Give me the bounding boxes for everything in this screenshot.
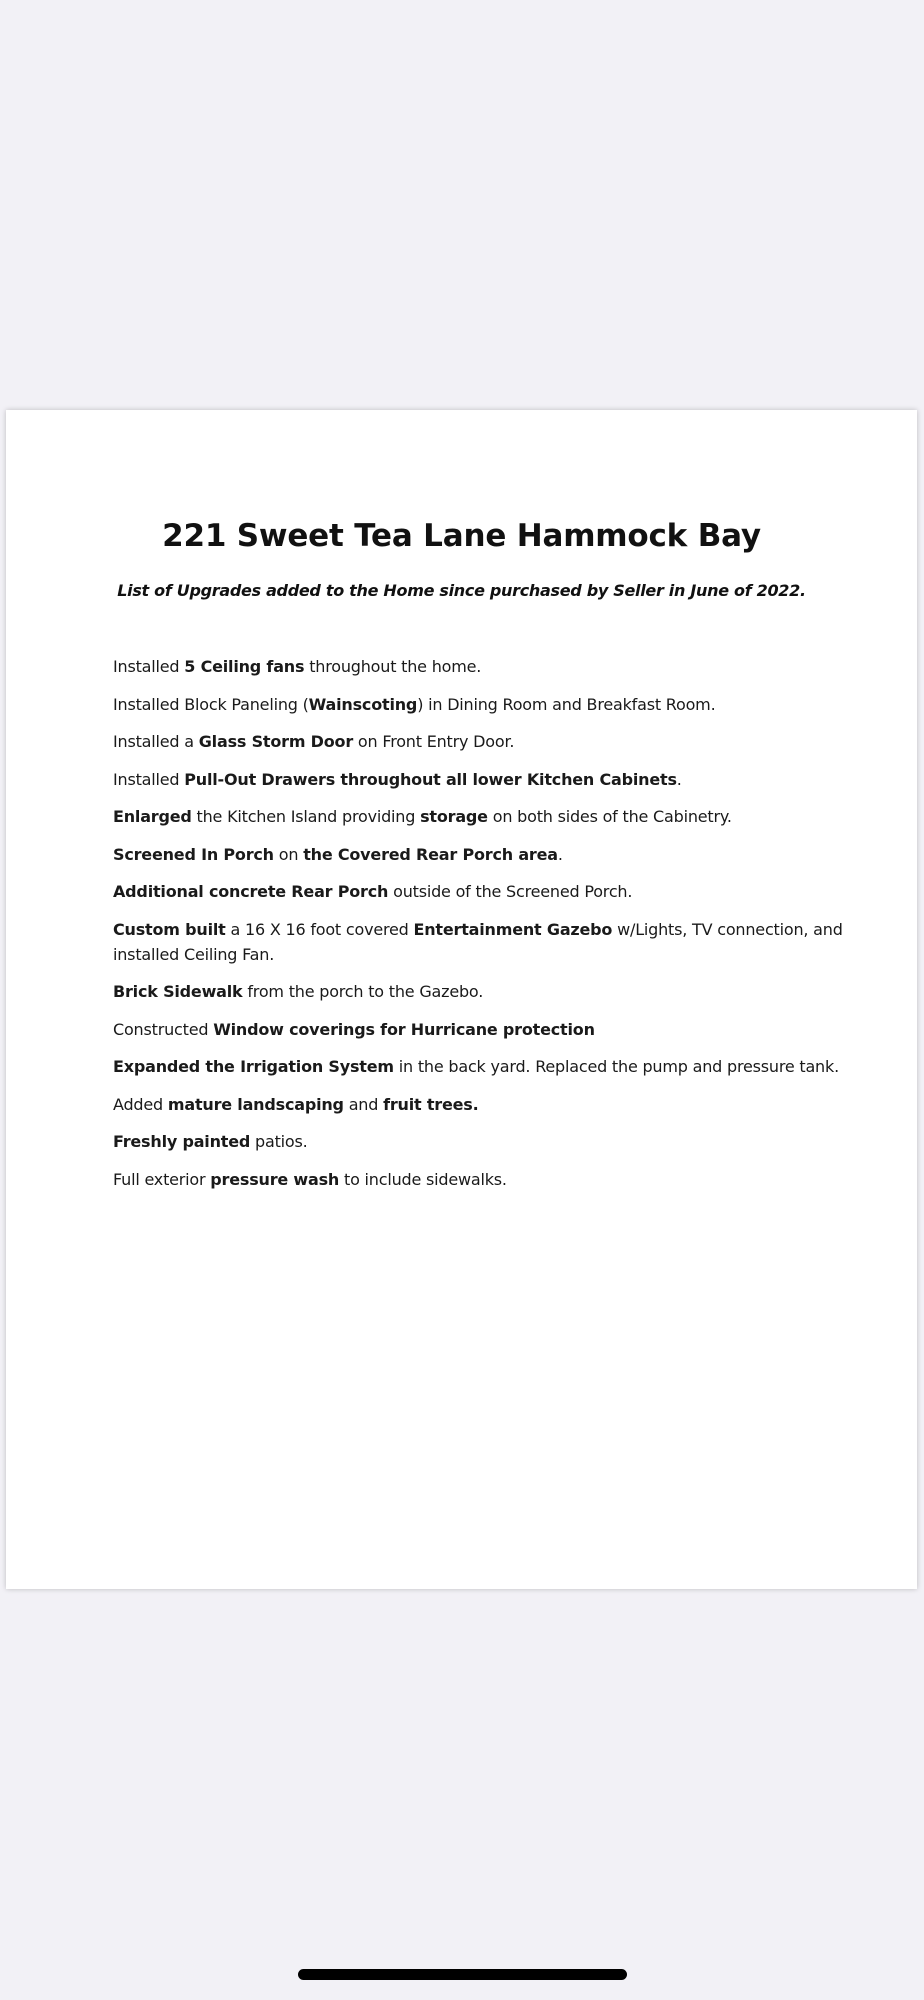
upgrade-item-highlight: Enlarged — [113, 807, 192, 826]
upgrade-item-text: patios. — [250, 1132, 308, 1151]
upgrade-item — [113, 1054, 843, 1079]
upgrade-item-highlight: storage — [420, 807, 488, 826]
upgrade-item-text: from the porch to the Gazebo. — [242, 982, 484, 1001]
upgrade-item — [113, 1092, 843, 1117]
upgrade-item-highlight: Screened In Porch — [113, 844, 274, 864]
upgrade-item-highlight: Brick Sidewalk — [113, 982, 243, 1001]
upgrade-item — [113, 767, 843, 792]
upgrade-item-highlight: mature landscaping — [167, 1094, 344, 1114]
upgrade-item — [113, 1129, 843, 1154]
upgrade-item-text: Constructed — [113, 1019, 214, 1039]
upgrade-item-text: Installed — [113, 657, 185, 676]
upgrade-item — [113, 1167, 843, 1192]
upgrade-item-text: in the back yard. Replaced the pump and pressure tank. — [393, 1057, 839, 1076]
upgrade-item-highlight: Window coverings for Hurricane protection — [213, 1019, 595, 1039]
document-page — [6, 410, 917, 1589]
upgrade-item — [113, 1017, 843, 1042]
upgrade-item-text: and — [343, 1094, 384, 1114]
upgrades-list — [113, 654, 843, 1204]
upgrade-item-highlight: pressure wash — [210, 1169, 340, 1189]
document-title: 221 Sweet Tea Lane Hammock Bay — [162, 518, 761, 554]
upgrade-item-highlight: Entertainment Gazebo — [413, 919, 613, 939]
upgrade-item-text: Installed a — [113, 732, 199, 751]
upgrade-item-text: ) in Dining Room and Breakfast Room. — [417, 694, 716, 714]
upgrade-item-text: . — [676, 769, 682, 789]
upgrade-item-highlight: fruit trees. — [383, 1094, 479, 1114]
upgrade-item — [113, 804, 843, 829]
upgrade-item-highlight: Glass Storm Door — [198, 732, 354, 751]
upgrade-item — [113, 842, 843, 867]
home-indicator[interactable] — [298, 1969, 627, 1980]
upgrade-item-text: to include sidewalks. — [339, 1169, 507, 1189]
upgrade-item-highlight: 5 Ceiling fans — [184, 657, 305, 676]
upgrade-item-highlight: Pull-Out Drawers throughout all lower Kitchen Cabinets — [184, 769, 677, 789]
upgrade-item-text: Added — [113, 1094, 168, 1114]
upgrade-item-highlight: Freshly painted — [113, 1132, 251, 1151]
upgrade-item-text: the Kitchen Island providing — [191, 807, 421, 826]
upgrade-item-highlight: Expanded the Irrigation System — [113, 1057, 394, 1076]
upgrade-item — [113, 917, 843, 967]
upgrade-item — [113, 979, 843, 1004]
upgrade-item-text: w/Lights, TV connection, and installed Ceiling Fan. — [113, 919, 843, 964]
upgrade-item-text: on both sides of the Cabinetry. — [487, 807, 732, 826]
upgrade-item — [113, 692, 843, 717]
upgrade-item — [113, 654, 843, 679]
upgrade-item-text: Installed Block Paneling ( — [113, 694, 309, 714]
upgrade-item-text: outside of the Screened Porch. — [388, 882, 633, 901]
upgrade-item-text: Installed — [113, 769, 185, 789]
upgrade-item-text: on — [273, 844, 304, 864]
upgrade-item-highlight: Additional concrete Rear Porch — [113, 882, 389, 901]
upgrade-item-text: a 16 X 16 foot covered — [225, 919, 414, 939]
upgrade-item — [113, 729, 843, 754]
upgrade-item-text: on Front Entry Door. — [353, 732, 515, 751]
upgrade-item-highlight: the Covered Rear Porch area — [303, 844, 558, 864]
upgrade-item-highlight: Custom built — [113, 919, 226, 939]
upgrade-item-text: throughout the home. — [304, 657, 482, 676]
upgrade-item-text: . — [557, 844, 563, 864]
document-subtitle: List of Upgrades added to the Home since purchased by Seller in June of 2022. — [117, 581, 806, 600]
upgrade-item-highlight: Wainscoting — [308, 694, 418, 714]
upgrade-item — [113, 879, 843, 904]
upgrade-item-text: Full exterior — [113, 1169, 211, 1189]
